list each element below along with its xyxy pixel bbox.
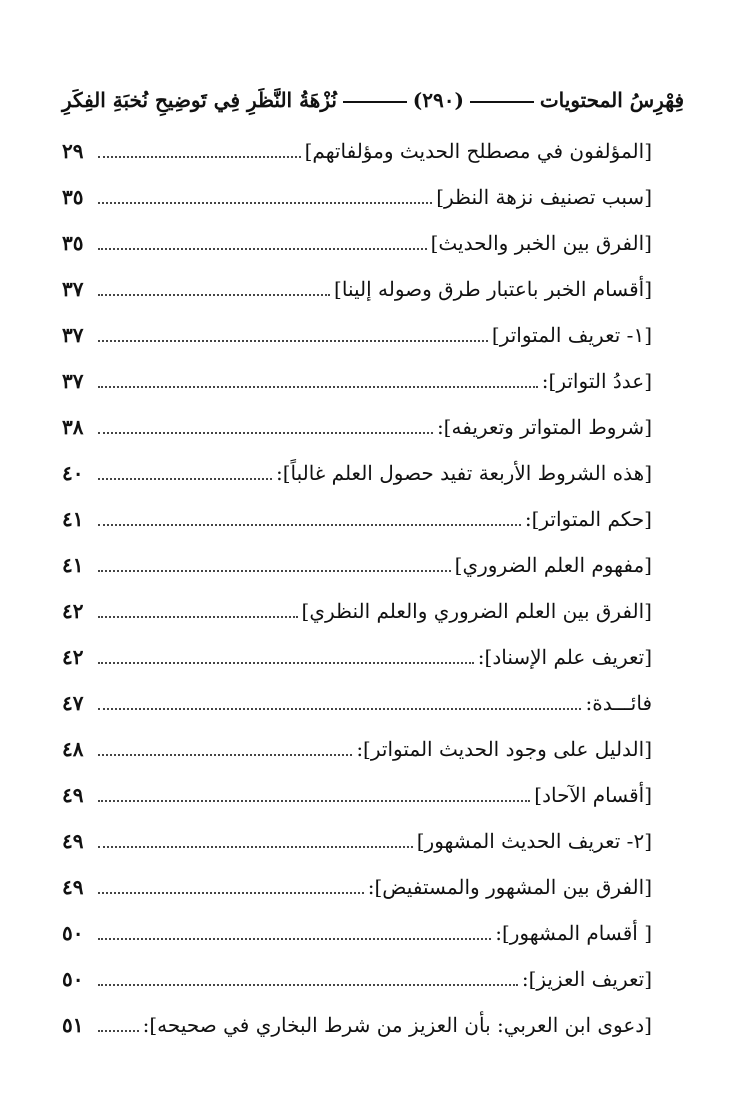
toc-entry[interactable] [62, 680, 652, 726]
toc-entry[interactable] [62, 358, 652, 404]
running-header [62, 82, 684, 118]
dot-leader [98, 892, 364, 894]
toc-entry-title: [١- تعريف المتواتر] [491, 323, 652, 347]
toc-entry[interactable] [62, 910, 652, 956]
section-title: فِهْرِسُ المحتويات [539, 88, 684, 112]
toc-entry-title: [مفهوم العلم الضروري] [454, 553, 652, 577]
dot-leader [98, 1030, 139, 1032]
toc-entry[interactable] [62, 542, 652, 588]
toc-entry-page-number: ٣٧ [62, 323, 84, 347]
toc-entry[interactable] [62, 128, 652, 174]
toc-entry[interactable] [62, 496, 652, 542]
toc-entry-page-number: ٥١ [62, 1013, 84, 1037]
toc-entry-title: [دعوى ابن العربي: بأن العزيز من شرط البخاري في صحيحه]: [142, 1013, 652, 1037]
toc-entry-title: [حكم المتواتر]: [524, 507, 652, 531]
dot-leader [98, 754, 352, 756]
table-of-contents [62, 128, 652, 1048]
dot-leader [98, 478, 272, 480]
toc-entry-page-number: ٤٩ [62, 875, 84, 899]
toc-entry-title: [٢- تعريف الحديث المشهور] [416, 829, 652, 853]
toc-entry[interactable] [62, 312, 652, 358]
toc-entry[interactable] [62, 818, 652, 864]
toc-entry-title: [شروط المتواتر وتعريفه]: [436, 415, 652, 439]
toc-entry-title: [المؤلفون في مصطلح الحديث ومؤلفاتهم] [304, 139, 652, 163]
toc-entry-title: [سبب تصنيف نزهة النظر] [436, 185, 652, 209]
toc-entry-page-number: ٤٧ [62, 691, 84, 715]
dot-leader [98, 386, 538, 388]
toc-entry-title: فائـــدة: [585, 691, 652, 715]
toc-entry[interactable] [62, 588, 652, 634]
toc-entry-title: [عددُ التواتر]: [541, 369, 652, 393]
dot-leader [98, 616, 298, 618]
toc-entry[interactable] [62, 864, 652, 910]
toc-entry-page-number: ٤٩ [62, 783, 84, 807]
toc-entry-page-number: ٥٠ [62, 921, 84, 945]
header-rule [343, 101, 407, 103]
toc-entry[interactable] [62, 220, 652, 266]
toc-entry-title: [تعريف العزيز]: [521, 967, 652, 991]
toc-entry-title: [أقسام الآحاد] [534, 783, 652, 807]
toc-entry-page-number: ٣٧ [62, 369, 84, 393]
toc-entry[interactable] [62, 174, 652, 220]
toc-entry-page-number: ٤٨ [62, 737, 84, 761]
toc-entry-page-number: ٤٠ [62, 461, 84, 485]
dot-leader [98, 662, 474, 664]
toc-entry-page-number: ٣٥ [62, 185, 84, 209]
toc-entry-title: [الفرق بين العلم الضروري والعلم النظري] [301, 599, 652, 623]
toc-entry-page-number: ٤١ [62, 507, 84, 531]
dot-leader [98, 846, 413, 848]
dot-leader [98, 524, 521, 526]
toc-entry[interactable] [62, 266, 652, 312]
dot-leader [98, 340, 488, 342]
toc-entry[interactable] [62, 726, 652, 772]
book-title: نُزْهَةُ النَّظَرِ فِي تَوضِيحِ نُخبَةِ الفِكَرِ [61, 88, 337, 112]
toc-entry-page-number: ٤٢ [62, 645, 84, 669]
dot-leader [98, 156, 301, 158]
dot-leader [98, 708, 581, 710]
toc-entry[interactable] [62, 1002, 652, 1048]
toc-entry-title: [ أقسام المشهور]: [495, 921, 652, 945]
toc-entry[interactable] [62, 450, 652, 496]
dot-leader [98, 432, 433, 434]
toc-entry[interactable] [62, 956, 652, 1002]
toc-entry[interactable] [62, 404, 652, 450]
toc-entry-page-number: ٢٩ [62, 139, 84, 163]
toc-entry-page-number: ٤٢ [62, 599, 84, 623]
toc-entry-page-number: ٣٥ [62, 231, 84, 255]
toc-entry-page-number: ٤١ [62, 553, 84, 577]
toc-entry-page-number: ٣٧ [62, 277, 84, 301]
dot-leader [98, 248, 427, 250]
page-number: (٢٩٠) [412, 88, 464, 112]
toc-entry-page-number: ٣٨ [62, 415, 84, 439]
dot-leader [98, 984, 518, 986]
dot-leader [98, 938, 491, 940]
toc-entry-page-number: ٤٩ [62, 829, 84, 853]
dot-leader [98, 570, 451, 572]
toc-entry-title: [الدليل على وجود الحديث المتواتر]: [356, 737, 652, 761]
dot-leader [98, 202, 432, 204]
toc-entry[interactable] [62, 634, 652, 680]
toc-entry-title: [الفرق بين المشهور والمستفيض]: [367, 875, 652, 899]
toc-entry[interactable] [62, 772, 652, 818]
toc-entry-page-number: ٥٠ [62, 967, 84, 991]
dot-leader [98, 294, 330, 296]
toc-entry-title: [هذه الشروط الأربعة تفيد حصول العلم غالباً]: [275, 461, 652, 485]
header-rule [470, 101, 534, 103]
toc-entry-title: [الفرق بين الخبر والحديث] [430, 231, 652, 255]
toc-entry-title: [أقسام الخبر باعتبار طرق وصوله إلينا] [334, 277, 652, 301]
toc-entry-title: [تعريف علم الإسناد]: [477, 645, 652, 669]
dot-leader [98, 800, 530, 802]
